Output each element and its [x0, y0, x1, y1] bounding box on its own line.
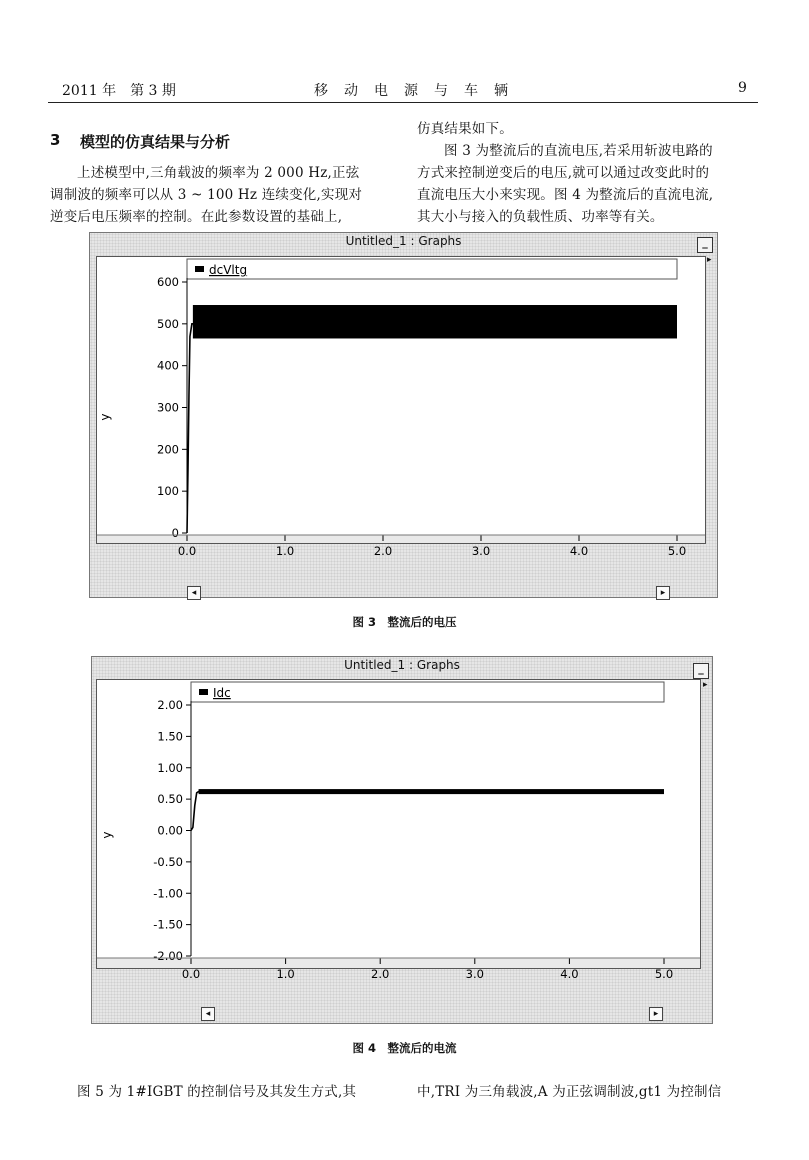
- y-tick-label: 100: [157, 484, 179, 499]
- section-number: 3: [50, 131, 61, 149]
- series-band-dcVltg: [193, 305, 677, 338]
- legend-swatch: [199, 689, 208, 695]
- y-tick-label: -1.00: [153, 886, 183, 901]
- y-tick-label: 600: [157, 275, 179, 289]
- y-tick-label: 0.00: [157, 823, 183, 838]
- y-tick-label: 500: [157, 316, 179, 331]
- x-tick-label: 4.0: [569, 544, 589, 558]
- x-tick-label: 3.0: [465, 967, 484, 981]
- x-tick-label: 1.0: [276, 967, 295, 981]
- plot-area: [96, 256, 706, 558]
- footer-left-line: 图 5 为 1#IGBT 的控制信号及其发生方式,其: [77, 1084, 357, 1100]
- y-tick-label: 0: [171, 526, 179, 540]
- scroll-left-button[interactable]: ◂: [201, 1007, 215, 1021]
- x-tick-label: 2.0: [371, 967, 390, 981]
- y-tick-label: 1.00: [157, 760, 183, 775]
- y-tick-label: -1.50: [153, 917, 183, 932]
- footer-right-line: 中,TRI 为三角载波,A 为正弦调制波,gt1 为控制信: [417, 1084, 722, 1100]
- graph-window-fig4: [91, 656, 713, 1024]
- legend-swatch: [195, 266, 204, 272]
- figure4-caption: 图 4 整流后的电流: [352, 1041, 457, 1055]
- graph-window-title: Untitled_1 : Graphs: [344, 658, 460, 672]
- header-rule: [48, 102, 758, 103]
- y-tick-label: 400: [157, 358, 179, 373]
- y-axis-label: y: [100, 831, 114, 839]
- chart-canvas: [97, 680, 700, 981]
- section-title: 模型的仿真结果与分析: [80, 133, 231, 151]
- scroll-left-button[interactable]: ◂: [187, 586, 201, 600]
- y-tick-label: 0.50: [157, 792, 183, 807]
- x-tick-label: 4.0: [560, 967, 579, 981]
- figure3-caption: 图 3 整流后的电压: [352, 615, 457, 629]
- series-line-Idc: [191, 792, 664, 831]
- x-tick-label: 3.0: [471, 544, 491, 558]
- y-tick-label: 1.50: [157, 729, 183, 744]
- x-tick-label: 0.0: [181, 967, 201, 981]
- page-number: 9: [738, 80, 747, 96]
- scroll-right-button[interactable]: ▸: [656, 586, 670, 600]
- y-tick-label: -0.50: [153, 854, 183, 869]
- issue-label: 2011 年 第 3 期: [62, 83, 176, 99]
- right-line-2: 图 3 为整流后的直流电压,若采用斩波电路的: [444, 143, 713, 159]
- y-axis-label: y: [98, 413, 112, 421]
- legend-label: Idc: [213, 686, 231, 700]
- right-line-5: 其大小与接入的负载性质、功率等有关。: [417, 209, 664, 225]
- chart-canvas: [97, 257, 705, 558]
- legend-frame: [191, 682, 664, 702]
- legend-frame: [187, 259, 677, 279]
- journal-title: 移 动 电 源 与 车 辆: [314, 83, 509, 99]
- series-line-dcVltg: [187, 324, 677, 533]
- graph-window-fig3: [89, 232, 718, 598]
- minimize-button[interactable]: _: [697, 237, 713, 253]
- graph-window-title: Untitled_1 : Graphs: [345, 234, 462, 248]
- x-tick-label: 2.0: [373, 544, 393, 558]
- x-tick-label: 5.0: [667, 544, 687, 558]
- left-line-1: 上述模型中,三角载波的频率为 2 000 Hz,正弦: [77, 165, 360, 181]
- left-line-3: 逆变后电压频率的控制。在此参数设置的基础上,: [50, 209, 343, 225]
- x-axis-strip: [97, 535, 705, 543]
- y-tick-label: 300: [157, 400, 179, 415]
- right-line-1: 仿真结果如下。: [417, 121, 513, 137]
- right-line-3: 方式来控制逆变后的电压,就可以通过改变此时的: [417, 165, 710, 181]
- plot-area: [96, 679, 701, 981]
- right-line-4: 直流电压大小来实现。图 4 为整流后的直流电流,: [417, 187, 714, 203]
- panel-arrow-icon[interactable]: ▸: [703, 680, 708, 690]
- y-tick-label: -2.00: [153, 949, 183, 963]
- x-tick-label: 0.0: [177, 544, 197, 558]
- x-tick-label: 1.0: [275, 544, 295, 558]
- panel-arrow-icon[interactable]: ▸: [707, 255, 712, 265]
- x-tick-label: 5.0: [654, 967, 674, 981]
- legend-label: dcVltg: [209, 263, 248, 277]
- y-tick-label: 2.00: [157, 698, 183, 712]
- left-line-2: 调制波的频率可以从 3 ~ 100 Hz 连续变化,实现对: [50, 187, 363, 203]
- scroll-right-button[interactable]: ▸: [649, 1007, 663, 1021]
- y-tick-label: 200: [157, 442, 179, 457]
- minimize-button[interactable]: _: [693, 663, 709, 679]
